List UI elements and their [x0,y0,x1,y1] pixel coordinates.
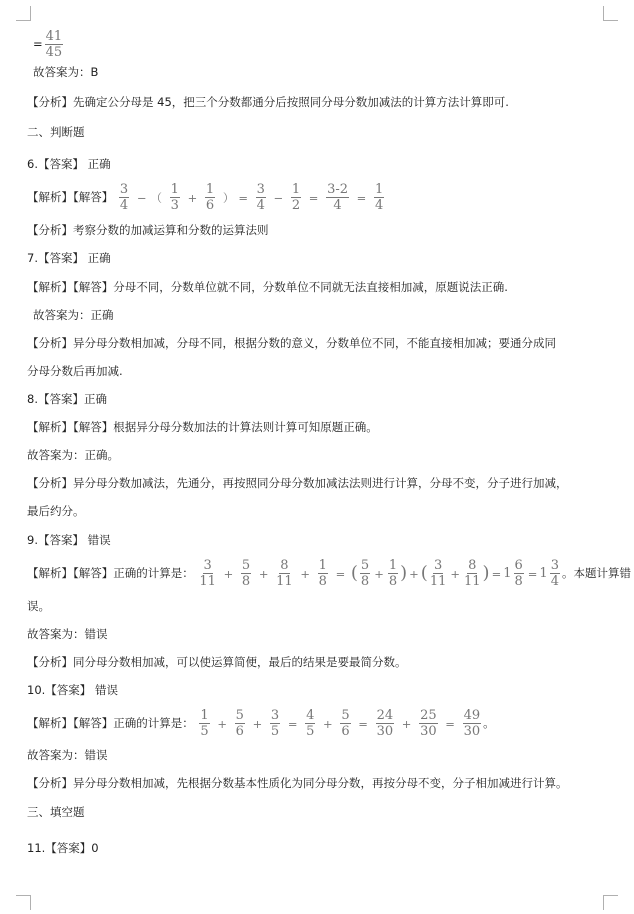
section-heading-judgement: 二、判断题 [27,125,85,139]
q10-fraction: $\frac{25}{30}$ [420,708,437,739]
equals-sign: = [33,37,43,51]
q10-fraction: $\frac{5}{6}$ [341,708,350,739]
q9-mixed-number: 1 $\frac{3}{4}$ [539,558,559,589]
q9-answer: 9.【答案】 错误 [27,533,111,547]
q7-conclusion: 故答案为：正确 [33,308,114,322]
q6-fraction: $\frac{1}{3}$ [170,182,179,213]
q9-conclusion: 故答案为：错误 [27,627,108,641]
q10-fraction: $\frac{24}{30}$ [376,708,394,739]
corner-mark-top-right [603,6,618,21]
q9-mixed-number: 1 $\frac{6}{8}$ [503,558,523,589]
q10-fraction: $\frac{49}{30}$ [463,708,481,739]
q7-explanation: 【解析】【解答】分母不同，分数单位就不同，分数单位不同就无法直接相加减，原题说法正确. [27,280,508,294]
q10-answer: 10.【答案】 错误 [27,683,118,697]
q10-fraction: $\frac{3}{5}$ [270,708,280,739]
corner-mark-bottom-right [603,895,618,910]
result-fraction: $\frac{41}{45}$ [45,29,63,60]
q11-answer: 11.【答案】0 [27,841,99,855]
q9-fraction: $\frac{3}{11}$ [429,558,447,589]
q10-fraction: $\frac{4}{5}$ [306,708,315,739]
q9-fraction: $\frac{8}{11}$ [276,558,293,589]
q9-explanation-cont: 误。 [27,599,50,613]
q6-fraction: $\frac{3}{4}$ [256,182,265,213]
q6-fraction: $\frac{3-2}{4}$ [327,182,349,213]
q8-analysis-line1: 【分析】异分母分数加减法，先通分，再按照同分母分数加减法法则进行计算，分母不变，分子进行加减， [27,476,568,490]
q9-fraction: $\frac{3}{11}$ [199,558,216,589]
previous-result-line [33,30,65,59]
q6-explanation: 【解析】【解答】 $\frac{3}{4}$ − （ $\frac{1}{3}$ + $\frac{1}{6}$ ） = $\frac{3}{4}$ − $\frac{1}{2}$ = $\frac{3-2}{4}$ = $\frac{1}{4}$ [27,182,384,213]
answer-line-q5: 故答案为：B [33,65,99,79]
q9-fraction: $\frac{5}{8}$ [360,558,370,589]
q8-conclusion: 故答案为：正确。 [27,448,119,462]
q9-fraction: $\frac{5}{8}$ [241,558,251,589]
corner-mark-bottom-left [16,895,31,910]
analysis-line-q5: 【分析】先确定公分母是 45，把三个分数都通分后按照同分母分数加减法的计算方法计算即可. [27,95,509,109]
q7-analysis-line1: 【分析】异分母分数相加减，分母不同，根据分数的意义，分数单位不同，不能直接相加减；要通分成同 [27,336,556,350]
q10-conclusion: 故答案为：错误 [27,748,108,762]
q10-fraction: $\frac{5}{6}$ [235,708,244,739]
q8-explanation: 【解析】【解答】根据异分母分数加法的计算法则计算可知原题正确。 [27,420,378,434]
q6-fraction: $\frac{3}{4}$ [119,182,129,213]
q9-fraction: $\frac{1}{8}$ [318,558,327,589]
q6-fraction: $\frac{1}{4}$ [374,182,384,213]
q10-fraction: $\frac{1}{5}$ [200,708,209,739]
q6-fraction: $\frac{1}{2}$ [291,182,301,213]
q9-analysis: 【分析】同分母分数相加减，可以使运算简便，最后的结果是要最简分数。 [27,655,407,669]
q6-analysis: 【分析】考察分数的加减运算和分数的运算法则 [27,223,269,237]
q9-fraction: $\frac{1}{8}$ [388,558,398,589]
q6-answer: 6.【答案】 正确 [27,157,111,171]
q9-fraction: $\frac{8}{11}$ [464,558,481,589]
q8-analysis-line2: 最后约分。 [27,504,85,518]
q9-explanation: 【解析】【解答】正确的计算是： $\frac{3}{11}$ + $\frac{5}{8}$ + $\frac{8}{11}$ + $\frac{1}{8}$ = ( $\frac{5}{8}$ + $\frac{1}{8}$ ) + ( $\frac{3}{11}$ + $\frac{8}{11}$ ) = 1 $\frac{6}{8}$ = 1 $\frac{3}{4}$ 。本题计算错 [27,558,631,589]
q10-explanation: 【解析】【解答】正确的计算是： $\frac{1}{5}$ + $\frac{5}{6}$ + $\frac{3}{5}$ = $\frac{4}{5}$ + $\frac{5}{6}$ = $\frac{24}{30}$ + $\frac{25}{30}$ = $\frac{49}{30}$ 。 [27,708,495,739]
corner-mark-top-left [16,6,31,21]
q6-fraction: $\frac{1}{6}$ [205,182,215,213]
q7-answer: 7.【答案】 正确 [27,251,111,265]
q7-analysis-line2: 分母分数后再加减. [27,364,123,378]
section-heading-fill-in: 三、填空题 [27,805,85,819]
q8-answer: 8.【答案】正确 [27,392,107,406]
q10-analysis: 【分析】异分母分数相加减，先根据分数基本性质化为同分母分数，再按分母不变，分子相加减进行计算。 [27,776,568,790]
